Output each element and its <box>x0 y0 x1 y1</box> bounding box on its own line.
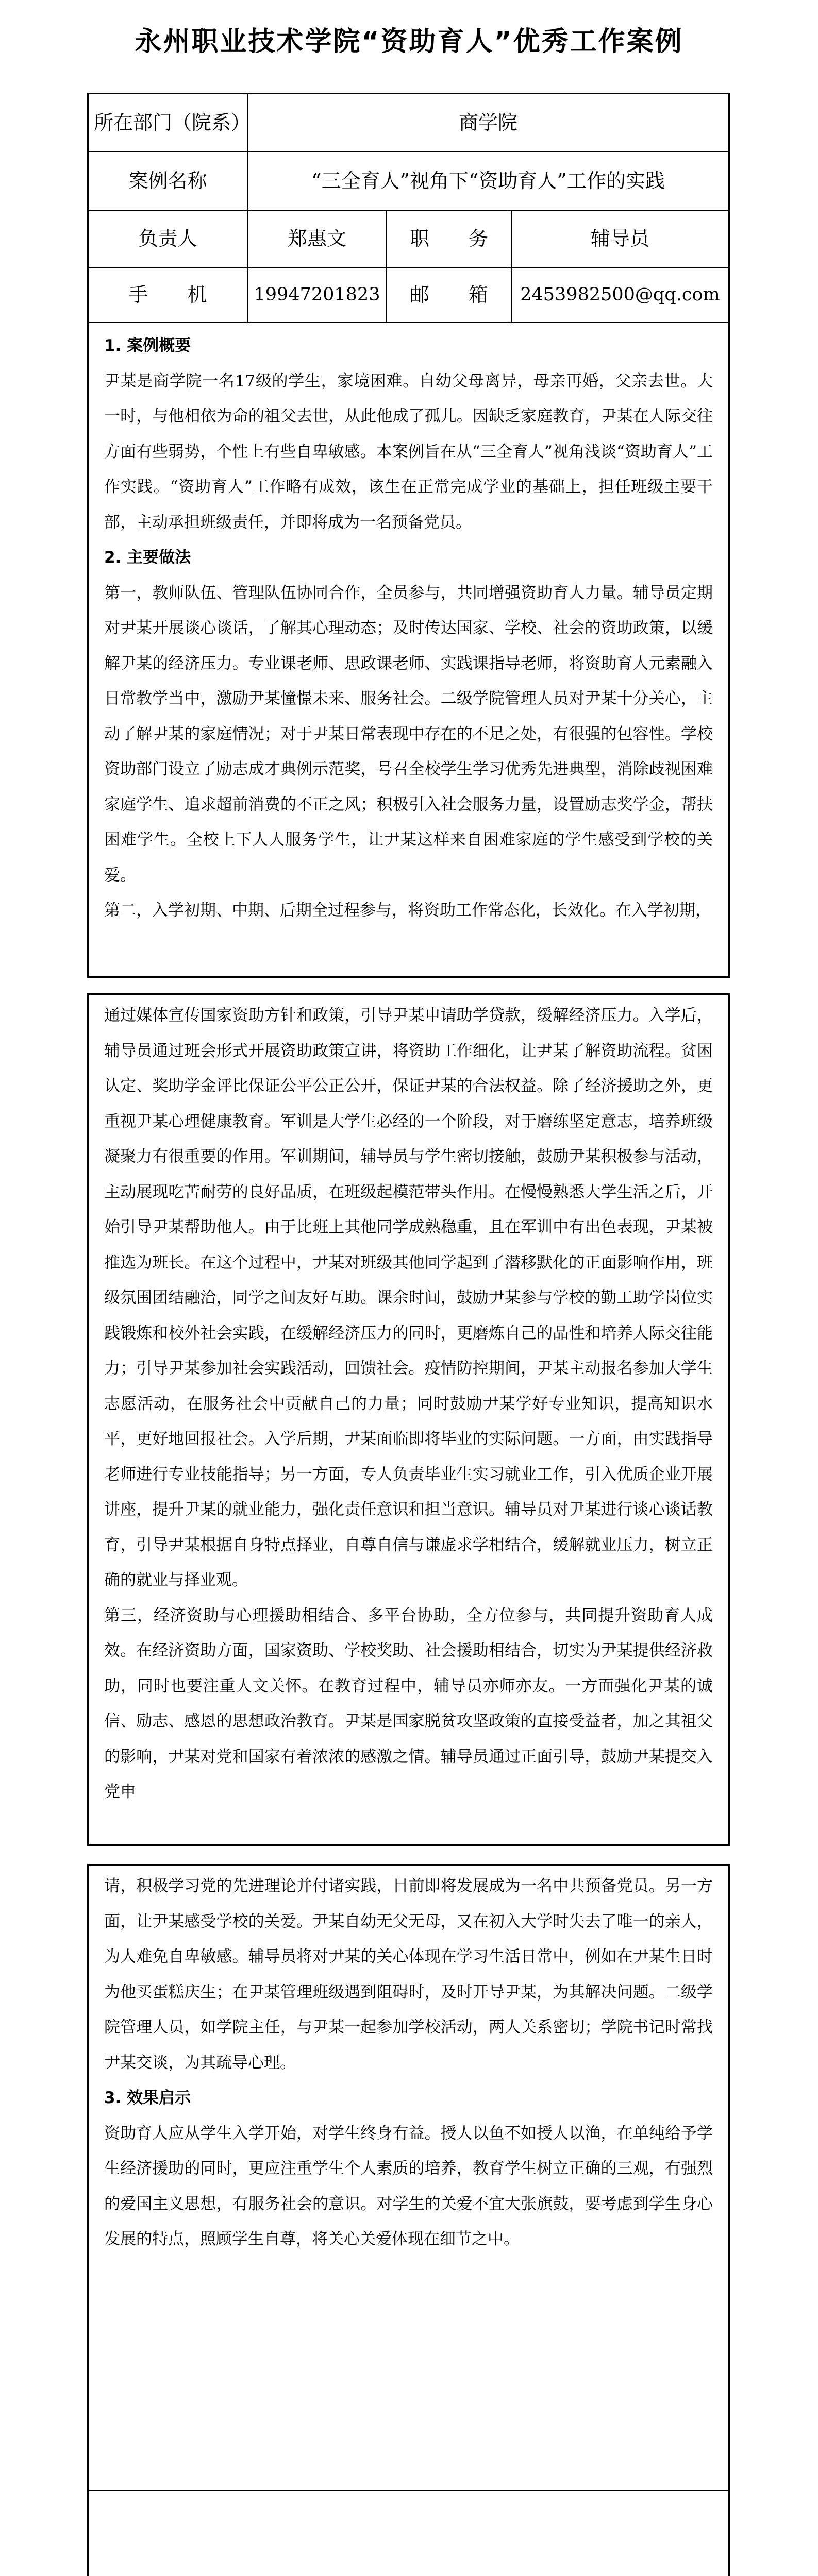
contact-row <box>89 268 728 323</box>
methods-paragraph-2-cont: 通过媒体宣传国家资助方针和政策，引导尹某申请助学贷款，缓解经济压力。入学后，辅导员通过班会形式开展资助政策宣讲，将资助工作细化，让尹某了解资助流程。贫困认定、奖助学金评比保证公平公正公开，保证尹某的合法权益。除了经济援助之外，更重视尹某心理健康教育。军训是大学生必经的一个阶段，对于磨练坚定意志，培养班级凝聚力有很重要的作用。军训期间，辅导员与学生密切接触，鼓励尹某积极参与活动，主动展现吃苦耐劳的良好品质，在班级起模范带头作用。在慢慢熟悉大学生活之后，开始引导尹某帮助他人。由于比班上其他同学成熟稳重，且在军训中有出色表现，尹某被推选为班长。在这个过程中，尹某对班级其他同学起到了潜移默化的正面影响作用，班级氛围团结融洽，同学之间友好互助。课余时间，鼓励尹某参与学校的勤工助学岗位实践锻炼和校外社会实践，在缓解经济压力的同时，更磨炼自己的品性和培养人际交往能力；引导尹某参加社会实践活动，回馈社会。疫情防控期间，尹某主动报名参加大学生志愿活动，在服务社会中贡献自己的力量；同时鼓励尹某学好专业知识，提高知识水平，更好地回报社会。入学后期，尹某面临即将毕业的实际问题。一方面，由实践指导老师进行专业技能指导；另一方面，专人负责毕业生实习就业工作，引入优质企业开展讲座，提升尹某的就业能力，强化责任意识和担当意识。辅导员对尹某进行谈心谈话教育，引导尹某根据自身特点择业，自尊自信与谦虚求学相结合，缓解就业压力，树立正确的就业与择业观。 <box>104 1006 713 1589</box>
dept-value: 商学院 <box>458 111 517 134</box>
page-frame-2 <box>87 993 730 1846</box>
email-label: 邮 箱 <box>387 268 512 322</box>
email-value: 2453982500@qq.com <box>520 284 720 306</box>
position-label: 职 务 <box>387 211 512 267</box>
leader-value: 郑惠文 <box>248 211 387 267</box>
case-value: “三全育人”视角下“资助育人”工作的实践 <box>311 169 665 192</box>
phone-label: 手 机 <box>89 268 248 322</box>
methods-paragraph-2-start: 第二，入学初期、中期、后期全过程参与，将资助工作常态化，长效化。在入学初期， <box>104 901 711 920</box>
methods-paragraph-1: 第一，教师队伍、管理队伍协同合作，全员参与，共同增强资助育人力量。辅导员定期对尹某开展谈心谈话，了解其心理动态；及时传达国家、学校、社会的资助政策，以缓解尹某的经济压力。专业课老师、思政课老师、实践课指导老师，将资助育人元素融入日常教学当中，激励尹某憧憬未来、服务社会。二级学院管理人员对尹某十分关心，主动了解尹某的家庭情况；对于尹某日常表现中存在的不足之处，有很强的包容性。学校资助部门设立了励志成才典例示范奖，号召全校学生学习优秀先进典型，消除歧视困难家庭学生、追求超前消费的不正之风；积极引入社会服务力量，设置励志奖学金，帮扶困难学生。全校上下人人服务学生，让尹某这样来自困难家庭的学生感受到学校的关爱。 <box>104 583 713 885</box>
page-frame-1 <box>87 93 730 978</box>
methods-paragraph-3-cont: 请，积极学习党的先进理论并付诸实践，目前即将发展成为一名中共预备党员。另一方面，让尹某感受学校的关爱。尹某自幼无父无母，又在初入大学时失去了唯一的亲人，为人难免自卑敏感。辅导员将对尹某的关心体现在学习生活日常中，例如在尹某生日时为他买蛋糕庆生；在尹某管理班级遇到阻碍时，及时开导尹某，为其解决问题。二级学院管理人员，如学院主任，与尹某一起参加学校活动，两人关系密切；学院书记时常找尹某交谈，为其疏导心理。 <box>104 1877 713 2072</box>
page-frame-3 <box>87 1864 730 2576</box>
summary-paragraph: 尹某是商学院一名17级的学生，家境困难。自幼父母离异，母亲再婚，父亲去世。大一时，与他相依为命的祖父去世，从此他成了孤儿。因缺乏家庭教育，尹某在人际交往方面有些弱势，个性上有些自卑敏感。本案例旨在从“三全育人”视角浅谈“资助育人”工作实践。“资助育人”工作略有成效，该生在正常完成学业的基础上，担任班级主要干部，主动承担班级责任，并即将成为一名预备党员。 <box>104 371 713 532</box>
body-text-2 <box>104 998 713 1810</box>
section-heading-methods: 2. 主要做法 <box>104 548 191 567</box>
case-label: 案例名称 <box>89 152 248 210</box>
case-row <box>89 152 728 211</box>
leader-row <box>89 211 728 268</box>
section-heading-summary: 1. 案例概要 <box>104 336 191 355</box>
position-value: 辅导员 <box>590 227 649 250</box>
dept-row <box>89 94 728 152</box>
body-text-1 <box>104 328 713 928</box>
body-text-3 <box>104 1869 713 2257</box>
effects-paragraph: 资助育人应从学生入学开始，对学生终身有益。授人以鱼不如授人以渔，在单纯给予学生经济援助的同时，更应注重学生个人素质的培养，教育学生树立正确的三观，有强烈的爱国主义思想，有服务社会的意识。对学生的关爱不宜大张旗鼓，要考虑到学生身心发展的特点，照顾学生自尊，将关心关爱体现在细节之中。 <box>104 2124 713 2248</box>
methods-paragraph-3: 第三，经济资助与心理援助相结合、多平台协助，全方位参与，共同提升资助育人成效。在经济资助方面，国家资助、学校奖助、社会援助相结合，切实为尹某提供经济救助，同时也要注重人文关怀。在教育过程中，辅导员亦师亦友。一方面强化尹某的诚信、励志、感恩的思想政治教育。尹某是国家脱贫攻坚政策的直接受益者，加之其祖父的影响，尹某对党和国家有着浓浓的感激之情。辅导员通过正面引导，鼓励尹某提交入党申 <box>104 1606 713 1801</box>
table-divider <box>89 2490 728 2491</box>
phone-value: 19947201823 <box>248 268 387 322</box>
section-heading-effects: 3. 效果启示 <box>104 2089 191 2107</box>
leader-label: 负责人 <box>89 211 248 267</box>
document-title: 永州职业技术学院“资助育人”优秀工作案例 <box>135 26 683 57</box>
dept-label: 所在部门（院系） <box>89 94 248 151</box>
